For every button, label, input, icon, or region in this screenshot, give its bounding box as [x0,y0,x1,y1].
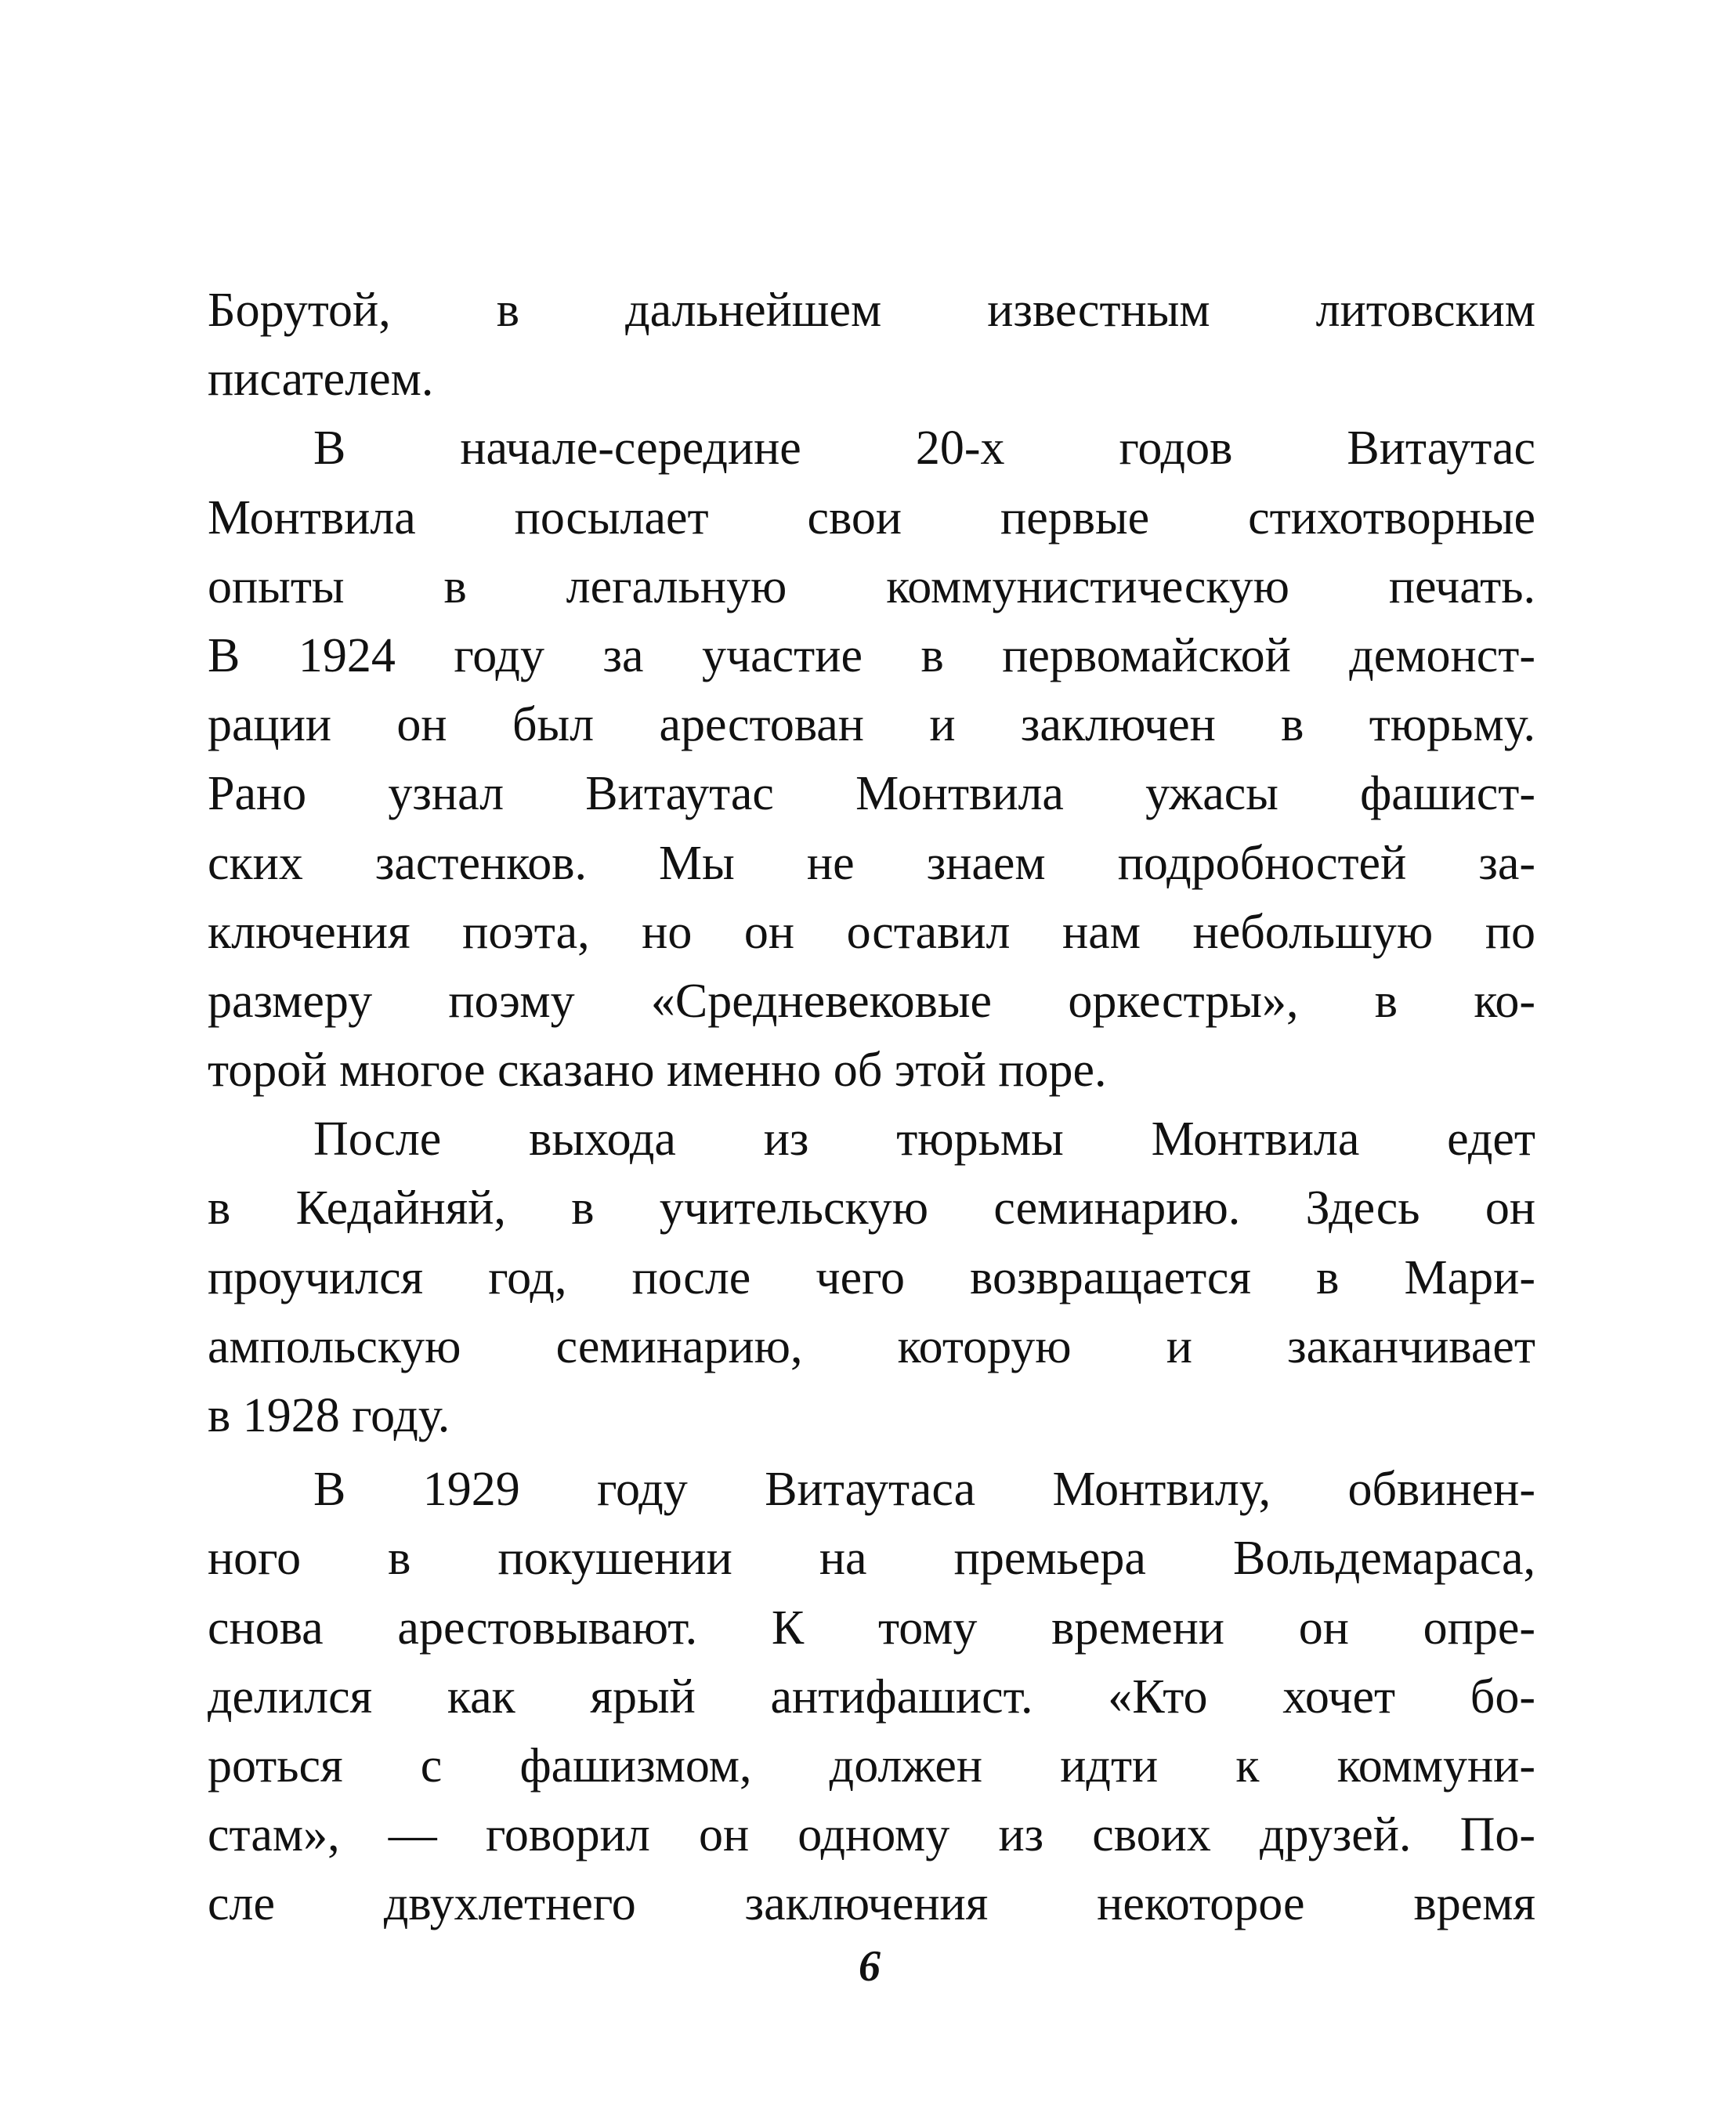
text-line: ампольскую семинарию, которую и заканчивает [208,1319,1535,1373]
text-line: торой многое сказано именно об этой поре. [208,1044,1107,1098]
text-line: в 1928 году. [208,1389,450,1442]
text-line: В 1929 году Витаутаса Монтвилу, обвинен- [313,1463,1535,1517]
paragraph-3 [208,1105,1535,1450]
text-line: делился как ярый антифашист. «Кто хочет бо- [208,1670,1535,1724]
text-line: В начале-середине 20-х годов Витаутас [313,421,1535,476]
text-line: роться с фашизмом, должен идти к коммуни- [208,1738,1535,1793]
text-line: сле двухлетнего заключения некоторое время [208,1877,1535,1931]
text-line: снова арестовывают. К тому времени он опре- [208,1601,1535,1655]
text-line: ключения поэта, но он оставил нам небольшую по [208,905,1535,959]
paragraph-4 [208,1455,1535,1938]
text-line: Рано узнал Витаутас Монтвила ужасы фашист- [208,767,1535,821]
text-line: В 1924 году за участие в первомайской демонст- [208,628,1535,682]
text-line: ного в покушении на премьера Вольдемараса, [208,1532,1535,1586]
text-line: проучился год, после чего возвращается в Мари- [208,1250,1535,1304]
page-text [208,276,1535,1939]
text-line: в Кедайняй, в учительскую семинарию. Здесь он [208,1181,1535,1235]
text-line: писателем. [208,353,434,407]
paragraph-1 [208,276,1535,414]
text-line: Борутой, в дальнейшем известным литовским [208,284,1535,337]
text-line: ских застенков. Мы не знаем подробностей за- [208,836,1535,890]
text-line: Монтвила посылает свои первые стихотворные [208,490,1535,544]
paragraph-2 [208,414,1535,1105]
text-line: После выхода из тюрьмы Монтвила едет [313,1112,1535,1167]
text-line: стам», — говорил он одному из своих друзей. По- [208,1808,1535,1862]
text-line: опыты в легальную коммунистическую печать. [208,559,1535,613]
text-line: размеру поэму «Средневековые оркестры», в ко- [208,974,1535,1028]
text-line: рации он был арестован и заключен в тюрьму. [208,698,1535,752]
page-number: 6 [859,1942,881,1991]
